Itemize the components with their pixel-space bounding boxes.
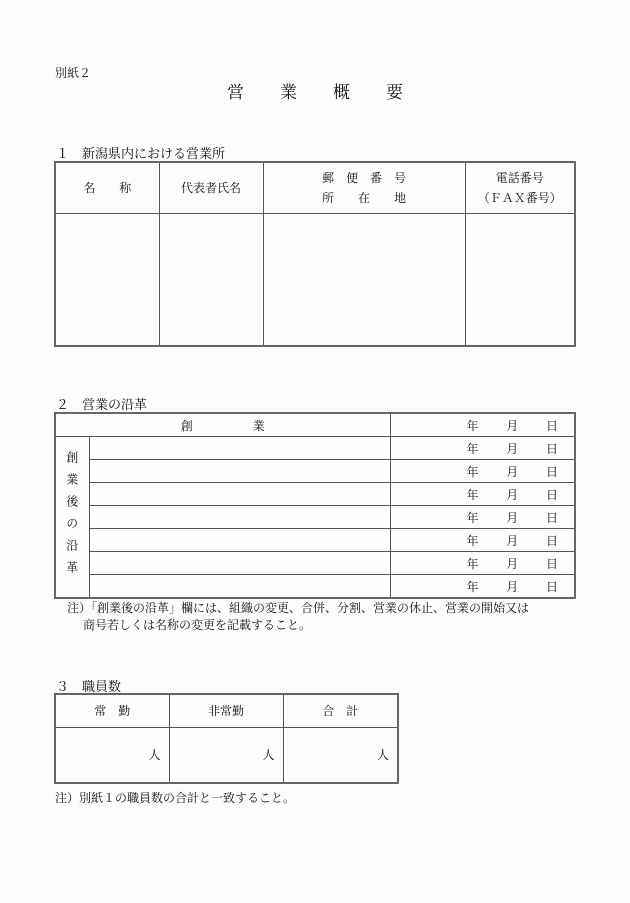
full-time-count[interactable]	[55, 727, 169, 783]
header-fax: （ＦＡＸ番号）	[477, 190, 562, 205]
month-label: 月	[506, 556, 519, 571]
header-address: 所 在 地	[321, 190, 406, 205]
header-part-time: 非常勤	[169, 694, 283, 727]
history-entry[interactable]	[89, 575, 390, 599]
history-entry[interactable]	[89, 529, 390, 552]
day-label: 日	[545, 464, 558, 479]
header-full-time: 常 勤	[55, 694, 169, 727]
day-label: 日	[545, 510, 558, 525]
day-label: 日	[545, 441, 558, 456]
year-label: 年	[466, 533, 479, 548]
header-representative: 代表者氏名	[159, 162, 263, 213]
history-entry[interactable]	[89, 437, 390, 460]
office-name-cell[interactable]	[55, 213, 159, 346]
staff-note: 注）別紙１の職員数の合計と一致すること。	[55, 791, 296, 805]
history-entry[interactable]	[89, 483, 390, 506]
history-entry[interactable]	[89, 506, 390, 529]
office-address-cell[interactable]	[263, 213, 465, 346]
after-founding-label: 創業後の沿革	[64, 451, 79, 583]
history-date[interactable]	[390, 437, 575, 460]
header-phone-fax	[465, 162, 575, 213]
history-date[interactable]	[390, 575, 575, 599]
total-count[interactable]	[283, 727, 398, 783]
history-entry[interactable]	[89, 552, 390, 575]
history-date[interactable]	[390, 552, 575, 575]
part-time-count[interactable]	[169, 727, 283, 783]
month-label: 月	[506, 533, 519, 548]
unit-label: 人	[262, 748, 275, 763]
year-label: 年	[466, 579, 479, 594]
history-entry[interactable]	[89, 460, 390, 483]
year-label: 年	[466, 441, 479, 456]
unit-label: 人	[376, 748, 389, 763]
header-postal: 郵 便 番 号	[321, 170, 406, 185]
day-label: 日	[545, 556, 558, 571]
office-rep-cell[interactable]	[159, 213, 263, 346]
section2-title: ２ 営業の沿革	[56, 398, 148, 413]
title-char: 要	[386, 83, 403, 103]
header-total: 合 計	[283, 694, 398, 727]
history-date[interactable]	[390, 483, 575, 506]
attachment-label: 別紙２	[55, 66, 92, 80]
history-table	[54, 412, 576, 599]
day-label: 日	[545, 579, 558, 594]
year-label: 年	[466, 418, 479, 433]
year-label: 年	[466, 510, 479, 525]
title-char: 概	[333, 83, 350, 103]
history-note	[67, 600, 529, 634]
header-postal-address	[263, 162, 465, 213]
history-date[interactable]	[390, 529, 575, 552]
year-label: 年	[466, 464, 479, 479]
day-label: 日	[545, 418, 558, 433]
section1-title: １ 新潟県内における営業所	[56, 147, 226, 162]
year-label: 年	[466, 487, 479, 502]
unit-label: 人	[148, 748, 161, 763]
month-label: 月	[506, 579, 519, 594]
staff-table	[54, 693, 399, 784]
header-phone: 電話番号	[495, 170, 544, 185]
month-label: 月	[506, 510, 519, 525]
header-name: 名 称	[55, 162, 159, 213]
title-char: 営	[227, 83, 244, 103]
founding-date[interactable]	[390, 413, 575, 437]
after-founding-label-cell	[55, 437, 89, 599]
month-label: 月	[506, 441, 519, 456]
history-note-line1: 注）「創業後の沿革」欄には、組織の変更、合併、分割、営業の休止、営業の開始又は	[67, 601, 530, 615]
history-date[interactable]	[390, 460, 575, 483]
year-label: 年	[466, 556, 479, 571]
month-label: 月	[506, 464, 519, 479]
office-phone-cell[interactable]	[465, 213, 575, 346]
offices-table	[54, 161, 576, 347]
history-note-line2: 商号若しくは名称の変更を記載すること。	[83, 618, 312, 632]
founding-label: 創 業	[55, 413, 390, 437]
day-label: 日	[545, 487, 558, 502]
month-label: 月	[506, 487, 519, 502]
page-title	[0, 78, 630, 103]
day-label: 日	[545, 533, 558, 548]
history-date[interactable]	[390, 506, 575, 529]
title-char: 業	[280, 83, 297, 103]
month-label: 月	[506, 418, 519, 433]
section3-title: ３ 職員数	[56, 680, 122, 695]
